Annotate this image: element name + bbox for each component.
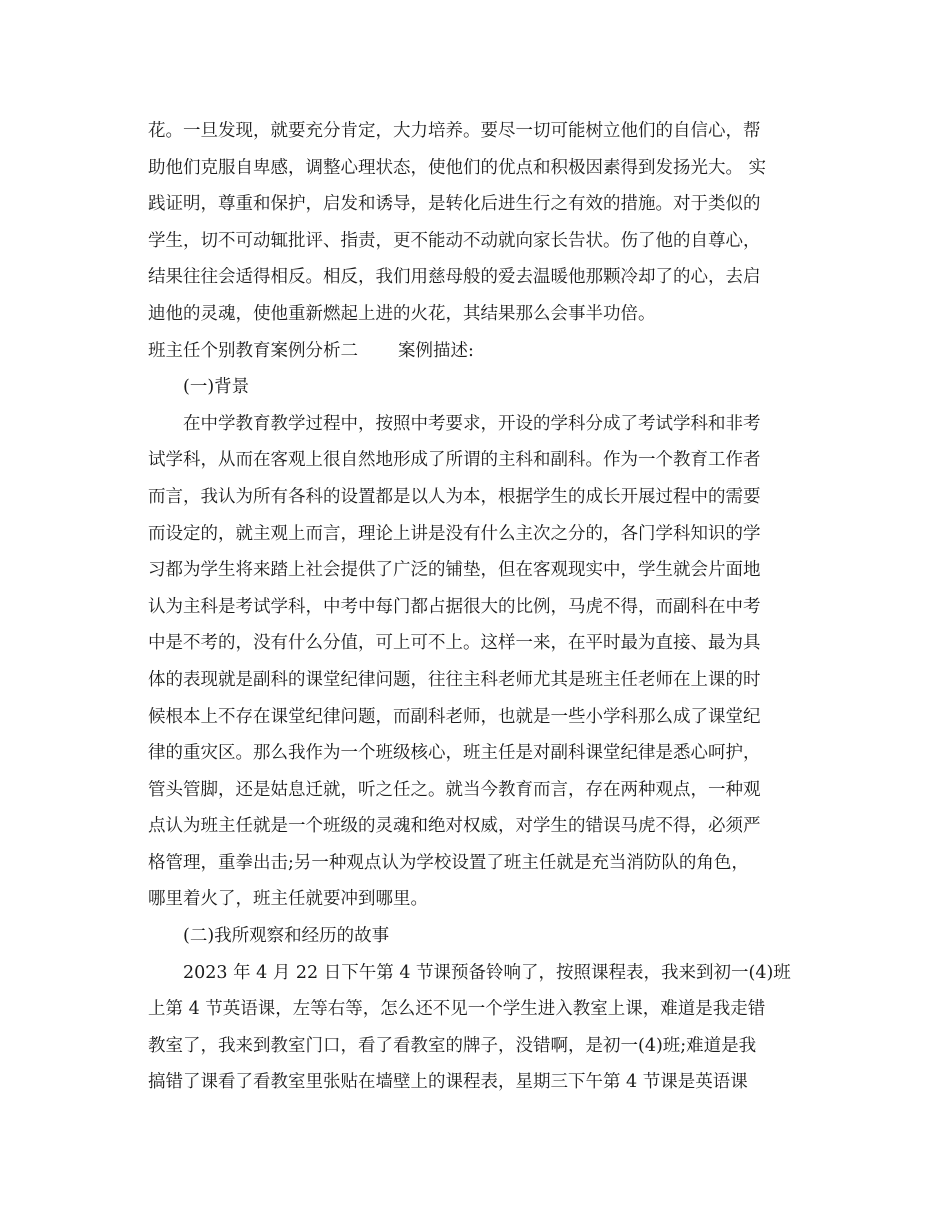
paragraph-line: 点认为班主任就是一个班级的灵魂和绝对权威，对学生的错误马虎不得，必须严 [148, 816, 761, 837]
paragraph-line: 2023 年 4 月 22 日下午第 4 节课预备铃响了，按照课程表，我来到初一(4)班 [183, 962, 791, 983]
paragraph-line: 结果往往会适得相反。相反，我们用慈母般的爱去温暖他那颗冷却了的心，去启 [148, 267, 761, 288]
heading-subtitle: 案例描述: [398, 340, 474, 361]
paragraph-line: 在中学教育教学过程中，按照中考要求，开设的学科分成了考试学科和非考 [183, 413, 761, 434]
paragraph-line: 认为主科是考试学科，中考中每门都占据很大的比例，马虎不得，而副科在中考 [148, 596, 761, 617]
paragraph-line: 搞错了课看了看教室里张贴在墙壁上的课程表，星期三下午第 4 节课是英语课 [148, 1072, 748, 1093]
paragraph-line: 哪里着火了，班主任就要冲到哪里。 [148, 889, 428, 910]
paragraph-line: 践证明，尊重和保护，启发和诱导，是转化后进生行之有效的措施。对于类似的 [148, 194, 761, 215]
paragraph-line: 习都为学生将来踏上社会提供了广泛的铺垫，但在客观现实中，学生就会片面地 [148, 560, 761, 581]
paragraph-line: 试学科，从而在客观上很自然地形成了所谓的主科和副科。作为一个教育工作者 [148, 450, 761, 471]
paragraph-line: 律的重灾区。那么我作为一个班级核心，班主任是对副科课堂纪律是悉心呵护， [148, 743, 761, 764]
paragraph-line: 花。一旦发现，就要充分肯定，大力培养。要尽一切可能树立他们的自信心，帮 [148, 121, 761, 141]
paragraph-line: 中是不考的，没有什么分值，可上可不上。这样一来，在平时最为直接、最为具 [148, 633, 761, 654]
paragraph-line: 候根本上不存在课堂纪律问题，而副科老师，也就是一些小学科那么成了课堂纪 [148, 706, 761, 727]
paragraph-line: 助他们克服自卑感，调整心理状态，使他们的优点和积极因素得到发扬光大。 实 [148, 157, 767, 178]
paragraph-line: 迪他的灵魂，使他重新燃起上进的火花，其结果那么会事半功倍。 [148, 303, 656, 324]
paragraph-line: 体的表现就是副科的课堂纪律问题，往往主科老师尤其是班主任老师在上课的时 [148, 669, 761, 690]
paragraph-line: 而设定的，就主观上而言，理论上讲是没有什么主次之分的，各门学科知识的学 [148, 523, 761, 544]
heading-title: 班主任个别教育案例分析二 [148, 340, 358, 361]
paragraph-line: 上第 4 节英语课，左等右等，怎么还不见一个学生进入教室上课，难道是我走错 [148, 999, 766, 1020]
subsection-heading-story: (二)我所观察和经历的故事 [183, 926, 390, 947]
subsection-heading-background: (一)背景 [183, 377, 250, 398]
paragraph-line: 管头管脚，还是姑息迁就，听之任之。就当今教育而言，存在两种观点，一种观 [148, 779, 761, 800]
paragraph-line: 教室了，我来到教室门口，看了看教室的牌子，没错啊，是初一(4)班;难道是我 [148, 1035, 757, 1056]
section-heading [148, 333, 813, 370]
paragraph-line: 格管理，重拳出击;另一种观点认为学校设置了班主任就是充当消防队的角色， [148, 852, 749, 873]
document-body [148, 113, 813, 1101]
paragraph-line: 而言，我认为所有各科的设置都是以人为本，根据学生的成长开展过程中的需要 [148, 486, 761, 507]
paragraph-line: 学生，切不可动辄批评、指责，更不能动不动就向家长告状。伤了他的自尊心， [148, 230, 761, 251]
